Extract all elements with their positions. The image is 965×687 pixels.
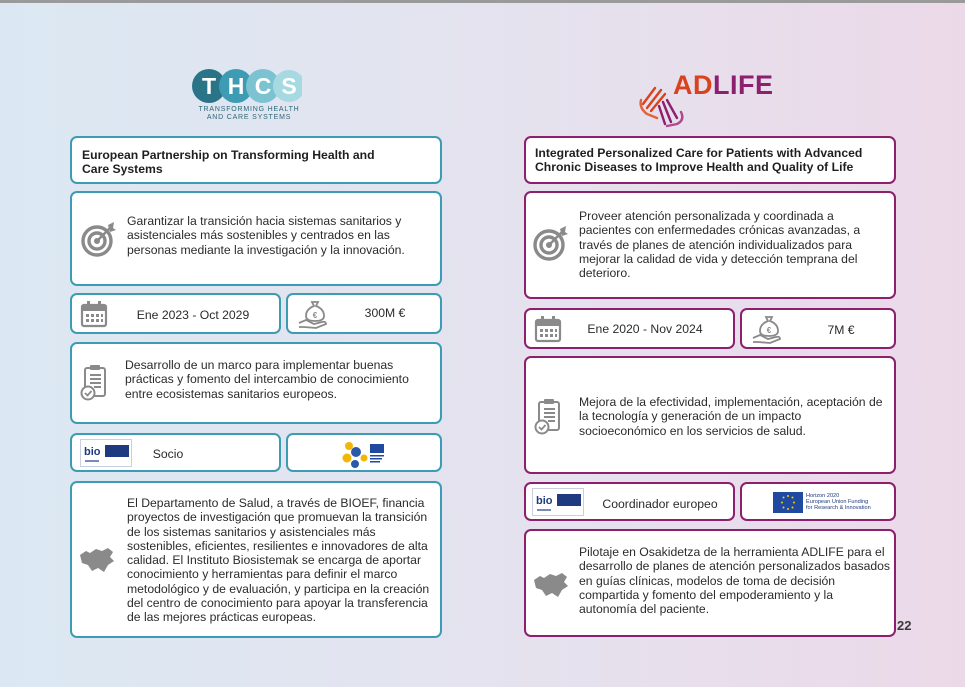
adlife-logo-life: LIFE (713, 70, 774, 100)
thcs-logo-subtitle-line2: AND CARE SYSTEMS (206, 114, 292, 121)
adlife-dates: Ene 2020 - Nov 2024 (587, 322, 703, 336)
thcs-logo-t: T (201, 73, 217, 99)
adlife-title: Integrated Personalized Care for Patients with Advanced Chronic Diseases to Improve Health and Quality of Life (535, 146, 863, 175)
horizon-2020-line3: for Research & Innovation (806, 505, 871, 512)
adlife-description-card (524, 529, 896, 637)
horizon-2020-card (740, 482, 896, 521)
svg-text:€: € (766, 326, 772, 335)
horizon-europe-card (286, 433, 442, 472)
adlife-dates-card (524, 308, 735, 349)
adlife-result-text: Mejora de la efectividad, implementación, aceptación de la tecnología y generación de un impacto socioeconómico en los servicios de salud. (579, 395, 883, 438)
horizon-2020-line2: European Union Funding (806, 499, 869, 506)
bioef-logo (532, 488, 584, 516)
svg-text:€: € (312, 311, 318, 320)
thcs-title-card (70, 136, 442, 184)
adlife-title-card (524, 136, 896, 184)
thcs-result-card (70, 342, 442, 424)
thcs-logo-subtitle-line1: TRANSFORMING HEALTH (198, 106, 300, 113)
thcs-result-text: Desarrollo de un marco para implementar buenas prácticas y fomento del intercambio de conocimiento entre ecosistemas sanitarios europeos. (125, 358, 409, 401)
svg-text:bio: bio (84, 446, 101, 458)
thcs-logo-c: C (254, 73, 272, 99)
thcs-objective-text: Garantizar la transición hacia sistemas sanitarios y asistenciales más sostenibles y centrados en las personas mediante la investigación y la innovación. (127, 214, 405, 257)
adlife-logo-word (673, 70, 774, 101)
target-icon (80, 220, 118, 258)
thcs-budget: 300M € (364, 306, 406, 320)
thcs-logo (190, 68, 310, 128)
thcs-dates-card (70, 293, 281, 334)
calendar-icon (534, 315, 562, 343)
calendar-icon (80, 300, 108, 328)
thcs-role-card (70, 433, 281, 472)
horizon-2020-line1: Horizon 2020 (806, 493, 840, 499)
checklist-icon (534, 398, 564, 436)
adlife-budget: 7M € (827, 323, 855, 337)
horizon-2020-text (806, 493, 894, 512)
thcs-logo-s: S (281, 73, 297, 99)
adlife-role-card (524, 482, 735, 521)
bioef-logo (80, 439, 132, 467)
top-border (0, 0, 965, 3)
horizon-europe-logo (340, 438, 390, 470)
adlife-budget-card (740, 308, 896, 349)
thcs-description-text: El Departamento de Salud, a través de BIOEF, financia proyectos de investigación que promuevan la transición de los sistemas sanitarios y asistenciales más sostenibles, eficientes, resilientes e innovadores de alta calidad. El Instituto Biosistemak se encarga de aportar conocimiento y herramientas para definir el marco metodológico y de evaluación, y participa en la creación del centro de conocimiento para apoyar la transferencia de las mejores prácticas europeas. (127, 496, 430, 625)
thcs-role: Socio (152, 447, 184, 461)
svg-text:bio: bio (536, 495, 553, 507)
thcs-logo-h: H (227, 73, 245, 99)
adlife-description-text: Pilotaje en Osakidetza de la herramienta ADLIFE para el desarrollo de planes de atención personalizados basados en guías clínicas, modelos de toma de decisión compartida y fomento del empoderamiento y la autonomía del paciente. (579, 545, 890, 617)
money-bag-hand-icon (752, 314, 786, 344)
thcs-budget-card (286, 293, 442, 334)
thcs-logo-subtitle (190, 106, 308, 122)
target-icon (532, 224, 570, 262)
adlife-result-card (524, 356, 896, 474)
eu-flag-icon (773, 492, 803, 513)
adlife-objective-text: Proveer atención personalizada y coordinada a pacientes con enfermedades crónicas avanzadas, a través de planes de atención individualizados para mejorar la calidad de vida y detección temprana del deterioro. (579, 209, 861, 281)
adlife-logo-ad: AD (673, 70, 713, 100)
page-number: 22 (897, 618, 912, 633)
thcs-title: European Partnership on Transforming Health and Care Systems (82, 148, 375, 177)
thcs-description-card (70, 481, 442, 638)
adlife-objective-card (524, 191, 896, 299)
thcs-logo-mark (192, 68, 302, 104)
thcs-objective-card (70, 191, 442, 286)
thcs-dates: Ene 2023 - Oct 2029 (136, 308, 250, 322)
money-bag-hand-icon (298, 299, 332, 329)
basque-country-map-icon (532, 570, 570, 600)
adlife-role: Coordinador europeo (602, 497, 718, 511)
checklist-icon (80, 364, 110, 402)
basque-country-map-icon (78, 545, 116, 575)
